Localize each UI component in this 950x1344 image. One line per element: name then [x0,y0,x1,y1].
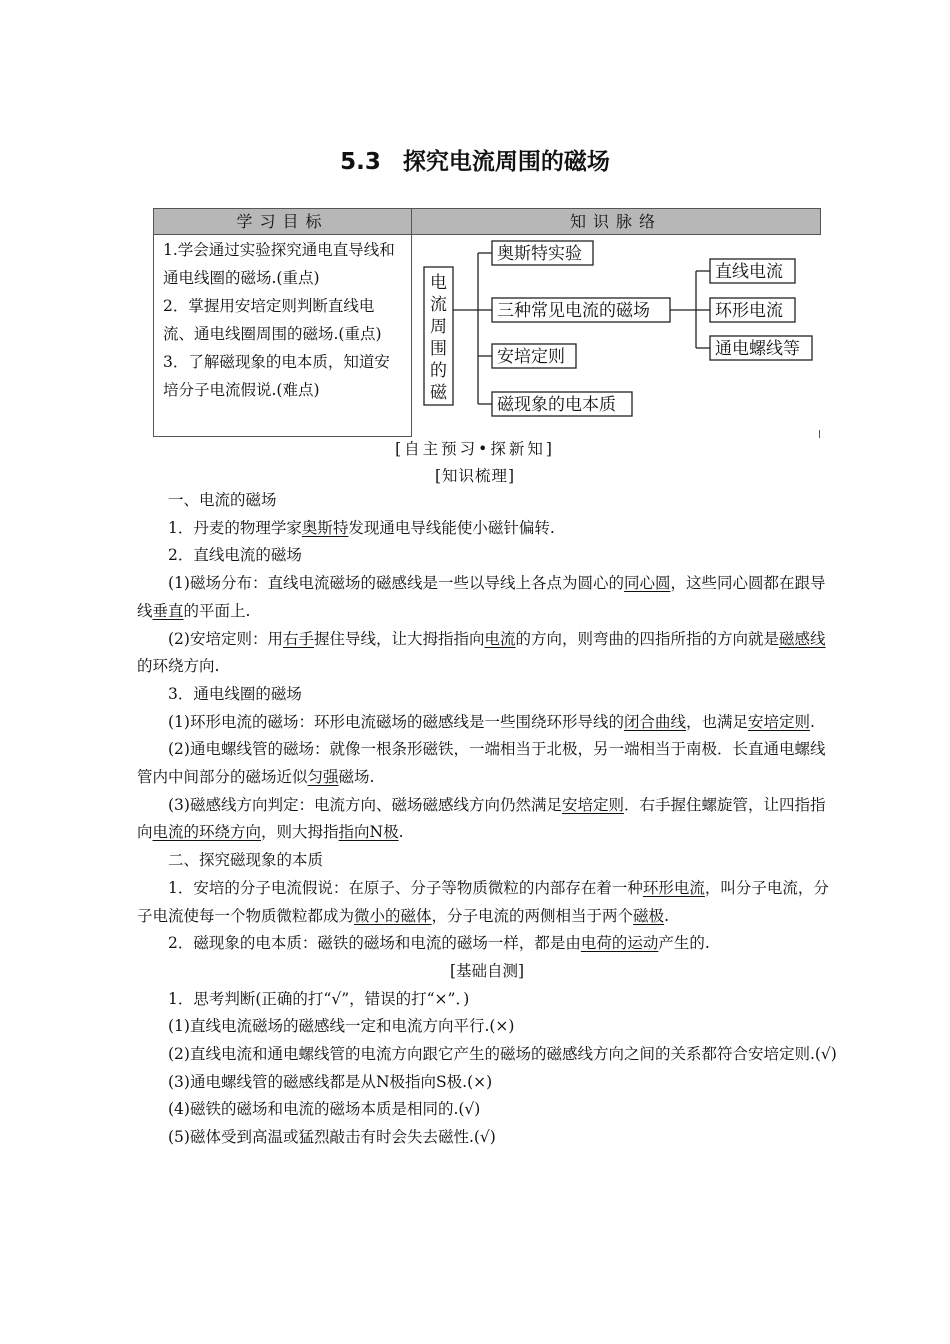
goal-item: 3．了解磁现象的电本质，知道安培分子电流假说.(难点) [163,353,390,399]
answer-blank: 同心圆 [623,574,671,593]
text-segment: . [664,906,669,925]
answer-blank: 匀强 [307,768,339,787]
question-item: (1)直线电流磁场的磁感线一定和电流方向平行.(×) [168,1017,515,1036]
heading-current-field: 一、电流的磁场 [168,491,277,509]
header-knowledge-map: 知识脉络 [411,208,821,235]
answer-blank: 磁极 [633,906,665,925]
text-segment: 1．丹麦的物理学家 [168,518,302,537]
header-learning-goals: 学习目标 [153,208,412,235]
answer-blank: 闭合曲线 [623,712,686,731]
text-segment: . [398,823,404,842]
subsection-header: [知识梳理] [434,467,516,485]
map-root-char: 流 [430,295,447,315]
answer-blank: 安培定则 [748,712,811,731]
map-root-char: 周 [430,317,447,337]
map-sub-label: 环形电流 [715,301,783,321]
text-segment: (2)通电螺线管的磁场：就像一根条形磁铁，一端相当于北极，另一端相当于南极．长直通电螺线管内中间部分的磁场近似 [137,740,826,787]
question-intro: 1．思考判断(正确的打“√”，错误的打“×”．) [168,989,470,1008]
goal-item: 2．掌握用安培定则判断直线电流、通电线圈周围的磁场.(重点) [163,297,382,343]
text-segment: . [810,712,815,731]
map-branch-label: 安培定则 [497,347,565,367]
paragraph [137,515,837,543]
map-sub-label: 通电螺线等 [715,339,800,359]
page-title [0,143,950,176]
content-body [137,487,837,1152]
heading-magnetism-nature: 二、探究磁现象的本质 [168,851,324,870]
subsection-header: [基础自测] [449,961,525,980]
text-segment: ．右手握住螺旋管，让四指指向 [137,795,826,842]
map-root-char: 电 [430,273,447,293]
question-item: (3)通电螺线管的磁感线都是从N极指向S极.(×) [168,1072,493,1091]
map-branch-label: 奥斯特实验 [497,244,582,264]
answer-blank: 磁感线 [779,629,826,648]
text-segment: (1)磁场分布：直线电流磁场的磁感线是一些以导线上各点为圆心的 [168,574,624,593]
map-root-char: 的 [430,361,447,381]
map-root-char: 围 [430,339,447,359]
answer-blank: 电流 [484,629,516,648]
question-item: (4)磁铁的磁场和电流的磁场本质是相同的.(√) [168,1100,481,1119]
answer-blank: 微小的磁体 [354,906,432,925]
heading: 3．通电线圈的磁场 [168,684,302,703]
answer-blank: 奥斯特 [301,518,349,537]
text-segment: (2)安培定则：用 [168,629,283,648]
paragraph [137,626,837,681]
goal-item: 1.学会通过实验探究通电直导线和通电线圈的磁场.(重点) [163,241,395,287]
paragraph [137,930,837,958]
paragraph [137,792,837,847]
map-branch-label: 三种常见电流的磁场 [497,301,650,321]
text-segment: ，这些同心圆都在跟导线 [137,574,826,620]
text-segment: ，也满足 [685,712,748,731]
map-branch-label: 磁现象的电本质 [497,395,616,415]
text-segment: ，叫分子电流，分子电流使每一个物质微粒都成为 [137,878,829,925]
map-sub-label: 直线电流 [715,262,783,282]
section-number: 5.3 [340,149,381,175]
answer-blank: 指向N极 [338,823,399,842]
text-segment: 的平面上. [183,601,251,620]
text-segment: 1．安培的分子电流假说：在原子、分子等物质微粒的内部存在着一种 [168,878,643,897]
text-segment: 发现通电导线能使小磁针偏转. [348,518,555,537]
text-segment: 的环绕方向. [137,657,220,676]
learning-goals-cell [153,234,412,437]
answer-blank: 电流的环绕方向 [152,823,262,842]
text-segment: 的方向，则弯曲的四指所指的方向就是 [515,629,780,648]
answer-blank: 垂直 [152,601,184,620]
text-segment: 2．磁现象的电本质：磁铁的磁场和电流的磁场一样，都是由 [168,934,581,953]
text-segment: 握住导线，让大拇指指向 [313,629,485,648]
map-root-char: 磁 [430,383,447,403]
paragraph [137,736,837,791]
text-segment: ，分子电流的两侧相当于两个 [431,906,634,925]
answer-blank: 安培定则 [561,795,624,814]
paragraph [137,875,837,930]
text-segment: (1)环形电流的磁场：环形电流磁场的磁感线是一些围绕环形导线的 [168,712,624,731]
question-item: (2)直线电流和通电螺线管的电流方向跟它产生的磁场的磁感线方向之间的关系都符合安培定则.(√) [168,1045,837,1064]
text-segment: (3)磁感线方向判定：电流方向、磁场磁感线方向仍然满足 [168,795,562,814]
paragraph [137,570,837,625]
answer-blank: 环形电流 [642,878,705,897]
heading: 2．直线电流的磁场 [168,546,302,565]
text-segment: 产生的. [658,934,710,953]
section-title: 探究电流周围的磁场 [402,149,610,175]
paragraph [137,709,837,737]
knowledge-map-diagram [408,231,828,431]
question-item: (5)磁体受到高温或猛烈敲击有时会失去磁性.(√) [168,1128,496,1147]
section-header: [自主预习•探新知] [395,440,555,458]
answer-blank: 右手 [282,629,314,648]
text-segment: ，则大拇指 [261,823,339,842]
text-segment: 磁场. [338,768,375,787]
answer-blank: 电荷的运动 [580,934,659,953]
